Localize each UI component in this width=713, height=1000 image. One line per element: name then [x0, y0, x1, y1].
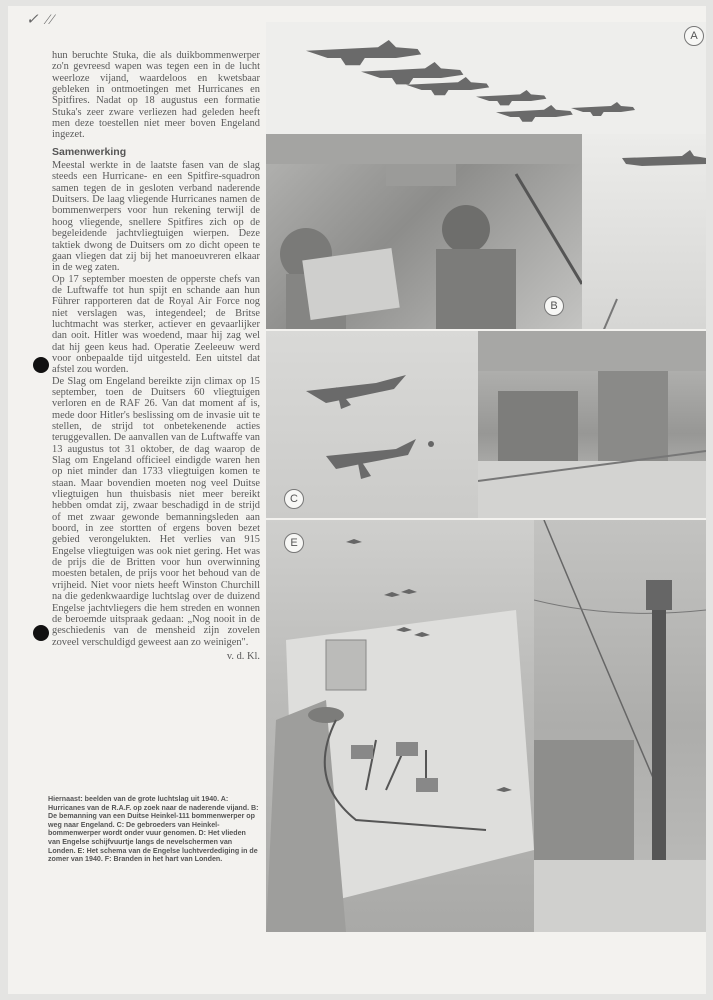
corner-mark: ✓ ⁄⁄ [26, 12, 56, 28]
label-b: B [544, 296, 564, 316]
photo-e-air-defense-schema [266, 520, 534, 932]
sky-plane-image [582, 134, 706, 329]
intro-paragraph: hun beruchte Stuka, die als duikbommenwerper zo'n gevreesd wapen was tegen een in de lucht weerloze vijand, waardeloos en kwetsbaar gebleken in ontmoetingen met Hurricanes en Spitfires. Nadat op 18 augustus een formatie Stuka's zeer zware verliezen had geleden heeft men deze toestellen niet meer boven Engeland ingezet. [52, 50, 260, 141]
photo-a-hurricanes [266, 22, 706, 134]
photo-b-heinkel-crew [266, 134, 582, 329]
label-a: A [684, 26, 704, 46]
heinkel-crew-image [266, 134, 582, 329]
label-e: E [284, 533, 304, 553]
london-fires-image [534, 520, 706, 932]
punch-hole-top [33, 357, 49, 373]
photo-caption: Hiernaast: beelden van de grote luchtslag uit 1940. A: Hurricanes van de R.A.F. op zoek naar de naderende vijand. B: De bemanning van een Duitse Heinkel-111 bommenwerper op weg naar Engeland. C: De gebroeders van Heinkel-bommenwerper wordt onder vuur genomen. D: Het vlieden van Engelse schijfvuurtje langs de nevelschermen van Londen. E: Het schema van de Engelse luchtverdediging in de zomer van 1940. F: Branden in het hart van Londen. [48, 795, 259, 864]
photo-d-london [478, 331, 706, 518]
author-signature: v. d. Kl. [226, 650, 260, 662]
paragraph-3: De Slag om Engeland bereikte zijn climax op 15 september, toen de Duitsers 60 vliegtuigen verloren en de RAF 26. Van dat moment af is, mede door Hitler's beslissing om de invasie uit te stellen, de strijd tot onbetekenende acties teruggevallen. De aanvallen van de Luftwaffe van 13 augustus tot 31 oktober, de dag waarop de Slag om Engeland officieel eindigde waren hen op niet minder dan 1733 vliegtuigen komen te staan. Maar bovendien moeten nog veel Duitse vliegtuigen hun thuisbasis niet meer bereikt hebben omdat zij, zwaar beschadigd in de strijd of met zwaar gewonde bemanningsleden aan boord, in zee stortten of ergens boven bezet gebied verongelukten. Het verlies van 915 Engelse vliegtuigen was ook niet gering. Het was de prijs die de Britten voor hun overwinning moesten betalen, de prijs voor het behoud van de vrijheid. Niet voor niets heeft Winston Churchill na die gedenkwaardige luchtslag over de duizend Engelse jachtvliegers die hem streden en wonnen de beroemde uitspraak gedaan: „Nog nooit in de geschiedenis van de mensheid zijn zovelen zoveel verschuldigd geweest aan zo weinigen". [52, 375, 260, 648]
paragraph-2: Op 17 september moesten de opperste chefs van de Luftwaffe tot hun spijt en schande aan hun Führer rapporteren dat de Royal Air Force nog niet verslagen was, integendeel; de Britse luchtmacht was sterker, actiever en gevaarlijker dan ooit. Hitler was woedend, maar hij zag wel dat hij geen keus had. Operatie Zeeleeuw werd voor onbepaalde tijd uitgesteld. Een uitstel dat afstel zou worden. [52, 273, 260, 376]
air-defense-diagram-image [266, 520, 534, 932]
paragraph-1: Meestal werkte in de laatste fasen van de slag steeds een Hurricane- en een Spitfire-squadron samen tegen de in gesloten verband naderende Duitsers. De laag vliegende Hurricanes namen de bommenwerpers voor hun rekening terwijl de hoog vliegende, snellere Spitfires zich op de begeleidende jachtvliegtuigen wierpen. Deze taktiek dwong de Duitsers om zo dicht opeen te gaan vliegen dat zij bij het manoeuvreren elkaar in de weg zaten. [52, 160, 260, 274]
label-c: C [284, 489, 304, 509]
photo-c-bombers [266, 331, 478, 518]
london-ruins-image [478, 331, 706, 518]
article-column [52, 50, 260, 662]
photo-f-london-fires [534, 520, 706, 932]
hurricane-formation-image [266, 22, 706, 134]
punch-hole-bottom [33, 625, 49, 641]
section-heading: Samenwerking [52, 145, 127, 158]
photo-a-extension-sky [582, 134, 706, 329]
